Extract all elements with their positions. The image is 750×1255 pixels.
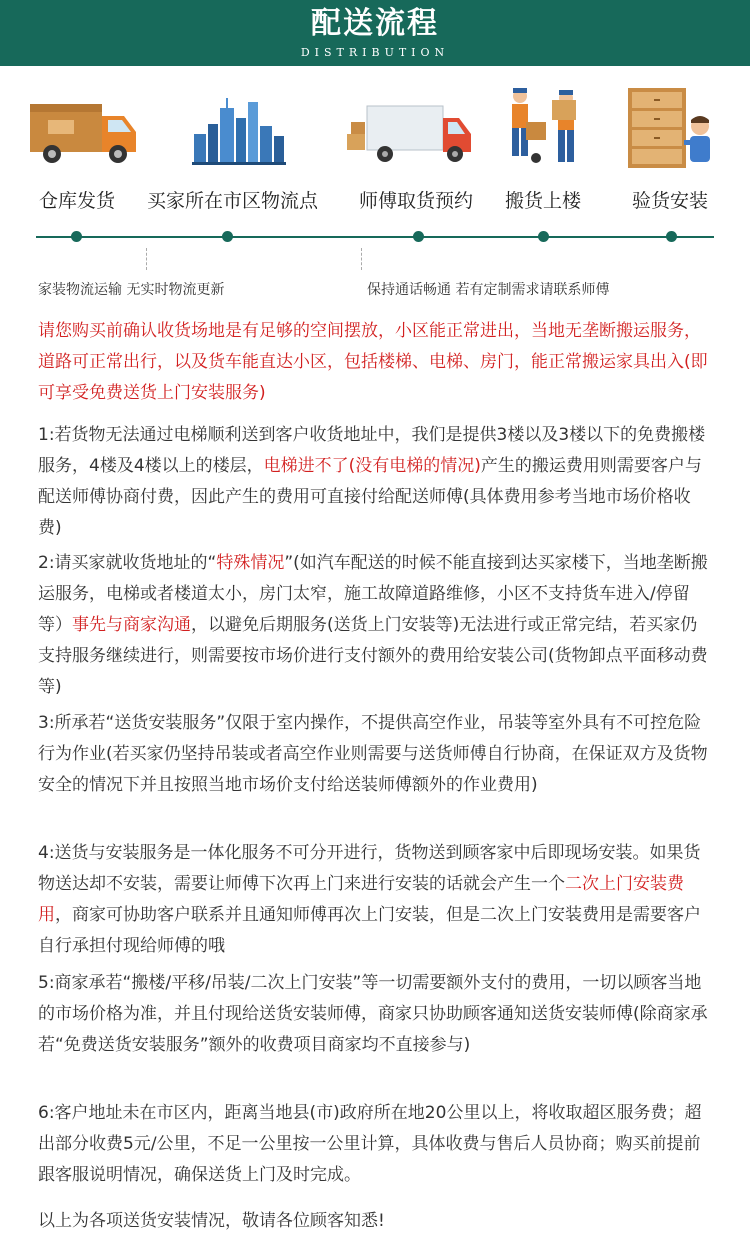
header-banner (0, 0, 750, 66)
note-divider (361, 248, 362, 270)
timeline-dot (413, 231, 424, 242)
timeline-dot (71, 231, 82, 242)
city-skyline-icon (190, 96, 288, 166)
logistics-note: 家装物流运输 无实时物流更新 (38, 282, 225, 298)
service-item-2: 2:请买家就收货地址的“特殊情况”(如汽车配送的时候不能直接到达买家楼下，当地垄断搬运服务，电梯或者楼道太小，房门太窄，施工故障道路维修，小区不支持货车进入/停留等）事先与商家沟通，以避免后期服务(送货上门安装等)无法进行或正常完结，若买家仍支持服务继续进行，则需要按市场价进行支付额外的费用给安装公司(货物卸点平面移动费等) (38, 553, 708, 697)
service-item-6: 6:客户地址未在市区内，距离当地县(市)政府所在地20公里以上，将收取超区服务费；超出部分收费5元/公里，不足一公里按一公里计算，具体收费与售后人员协商；购买前提前跟客服说明情况，确保送货上门及时完成。 (38, 1103, 702, 1185)
contact-note: 保持通话畅通 若有定制需求请联系师傅 (367, 282, 610, 298)
highlight-text: 电梯进不了(没有电梯的情况) (263, 456, 481, 476)
delivery-truck-icon (28, 98, 140, 166)
warning-paragraph: 请您购买前确认收货场地是有足够的空间摆放，小区能正常进出，当地无垄断搬运服务，道路可正常出行，以及货车能直达小区，包括楼梯、电梯、房门，能正常搬运家具出入(即可享受免费送货上门安装服务) (38, 321, 708, 403)
timeline-dot (666, 231, 677, 242)
loading-truck-icon (345, 104, 475, 166)
highlight-text: 特殊情况 (216, 553, 285, 573)
timeline-dot (222, 231, 233, 242)
service-item-5: 5:商家承若“搬楼/平移/吊装/二次上门安装”等一切需要额外支付的费用，一切以顾客当地的市场价格为准，并且付现给送货安装师傅，商家只协助顾客通知送货安装师傅(除商家承若“免费送货安装服务”额外的收费项目商家均不直接参与) (38, 973, 708, 1055)
service-item-4: 4:送货与安装服务是一体化服务不可分开进行，货物送到顾客家中后即现场安装。如果货物送达却不安装，需要让师傅下次再上门来进行安装的话就会产生一个二次上门安装费用，商家可协助客户联系并且通知师傅再次上门安装，但是二次上门安装费用是需要客户自行承担付现给师傅的哦 (38, 843, 701, 956)
page-title: 配送流程 (311, 6, 439, 41)
service-item-3: 3:所承若“送货安装服务”仅限于室内操作，不提供高空作业，吊装等室外具有不可控危险行为作业(若买家仍坚持吊装或者高空作业则需要与送货师傅自行协商，在保证双方及货物安全的情况下并且按照当地市场价支付给送装师傅额外的作业费用) (38, 713, 708, 795)
step-label-inspect-install: 验货安装 (632, 190, 709, 212)
step-label-city-logistics: 买家所在市区物流点 (147, 190, 319, 212)
highlight-text: 事先与商家沟通 (72, 615, 191, 635)
step-label-pickup-appointment: 师傅取货预约 (359, 190, 474, 212)
note-divider (146, 248, 147, 270)
movers-icon (500, 86, 592, 168)
cabinet-inspection-icon (626, 86, 716, 170)
closing-statement: 以上为各项送货安装情况，敬请各位顾客知悉! (38, 1211, 385, 1231)
step-label-carry-upstairs: 搬货上楼 (505, 190, 582, 212)
timeline-line (36, 236, 714, 238)
timeline-dot (538, 231, 549, 242)
highlight-text: 二次上门安装费用 (38, 874, 684, 925)
step-label-warehouse: 仓库发货 (39, 190, 116, 212)
page-subtitle: DISTRIBUTION (300, 46, 450, 59)
service-item-1: 1:若货物无法通过电梯顺利送到客户收货地址中，我们是提供3楼以及3楼以下的免费搬楼服务，4楼及4楼以上的楼层，电梯进不了(没有电梯的情况)产生的搬运费用则需要客户与配送师傅协商付费，因此产生的费用可直接付给配送师傅(具体费用参考当地市场价格收费) (38, 425, 706, 538)
